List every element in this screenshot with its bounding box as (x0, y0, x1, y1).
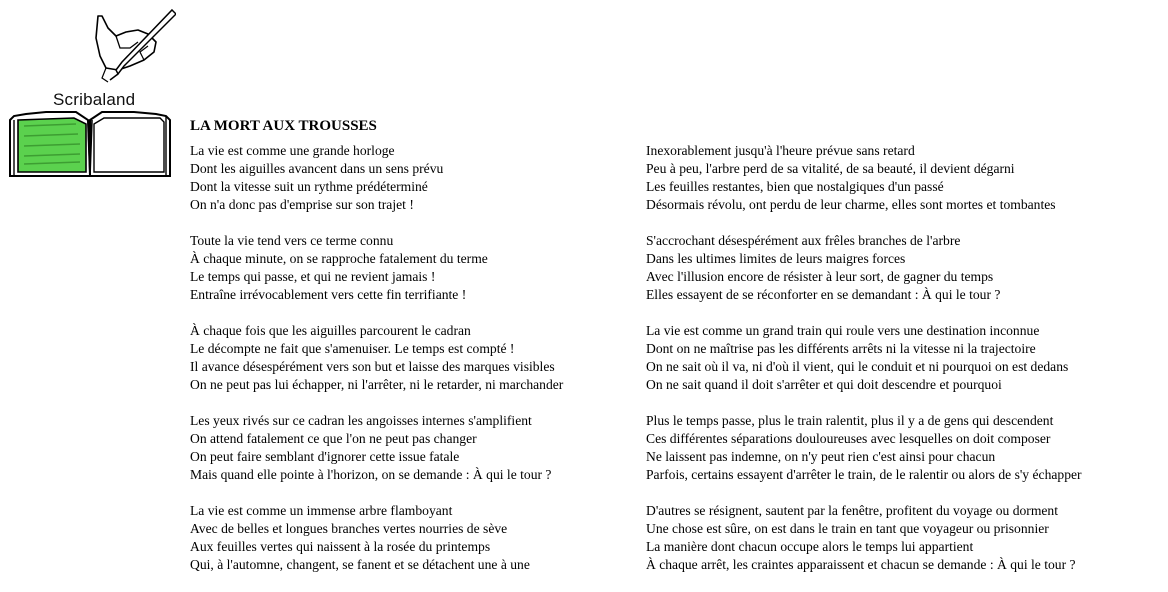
poem-line: Dont on ne maîtrise pas les différents arrêts ni la vitesse ni la trajectoire (646, 341, 1036, 356)
poem-line: Ces différentes séparations douloureuses avec lesquelles on doit composer (646, 431, 1051, 446)
poem-line: Entraîne irrévocablement vers cette fin terrifiante ! (190, 287, 467, 302)
poem-line: Toute la vie tend vers ce terme connu (190, 233, 394, 248)
poem-line: On ne peut pas lui échapper, ni l'arrêter, ni le retarder, ni marchander (190, 377, 564, 392)
poem-line: Avec de belles et longues branches vertes nourries de sève (190, 521, 508, 536)
poem-line: D'autres se résignent, sautent par la fenêtre, profitent du voyage ou dorment (646, 503, 1059, 518)
poem-line: On peut faire semblant d'ignorer cette issue fatale (190, 449, 460, 464)
logo-text: Scribaland (53, 90, 136, 109)
poem-line: Désormais révolu, ont perdu de leur charme, elles sont mortes et tombantes (646, 197, 1056, 212)
poem-line: La manière dont chacun occupe alors le temps lui appartient (646, 539, 974, 554)
poem-line: La vie est comme un immense arbre flamboyant (190, 503, 453, 518)
poem-line: Mais quand elle pointe à l'horizon, on se demande : À qui le tour ? (190, 467, 552, 482)
poem-line: Dans les ultimes limites de leurs maigres forces (646, 251, 906, 266)
poem-right-column (646, 142, 1082, 592)
scribaland-logo (6, 8, 176, 178)
poem-line: S'accrochant désespérément aux frêles branches de l'arbre (646, 233, 961, 248)
stanza (646, 502, 1082, 574)
poem-line: Aux feuilles vertes qui naissent à la rosée du printemps (190, 539, 491, 554)
poem-line: Parfois, certains essayent d'arrêter le train, de le ralentir ou alors de s'y échapper (646, 467, 1082, 482)
poem-line: La vie est comme une grande horloge (190, 143, 395, 158)
poem-line: Les feuilles restantes, bien que nostalgiques d'un passé (646, 179, 944, 194)
poem-title: LA MORT AUX TROUSSES (190, 118, 377, 134)
poem-line: On ne sait quand il doit s'arrêter et qui doit descendre et pourquoi (646, 377, 1002, 392)
poem-line: Dont la vitesse suit un rythme prédéterminé (190, 179, 428, 194)
stanza (190, 502, 563, 574)
poem-line: Ne laissent pas indemne, on n'y peut rien c'est ainsi pour chacun (646, 449, 996, 464)
poem-line: Avec l'illusion encore de résister à leur sort, de gagner du temps (646, 269, 994, 284)
stanza (190, 322, 563, 394)
stanza (190, 142, 563, 214)
poem-line: Qui, à l'automne, changent, se fanent et se détachent une à une (190, 557, 530, 572)
poem-left-column (190, 142, 563, 592)
poem-line: Les yeux rivés sur ce cadran les angoisses internes s'amplifient (190, 413, 532, 428)
poem-line: Il avance désespérément vers son but et laisse des marques visibles (190, 359, 555, 374)
poem-line: À chaque fois que les aiguilles parcourent le cadran (190, 323, 471, 338)
poem-line: Le décompte ne fait que s'amenuiser. Le temps est compté ! (190, 341, 515, 356)
poem-line: Inexorablement jusqu'à l'heure prévue sans retard (646, 143, 915, 158)
poem-line: On attend fatalement ce que l'on ne peut pas changer (190, 431, 477, 446)
poem-line: À chaque minute, on se rapproche fatalement du terme (190, 251, 488, 266)
stanza (190, 412, 563, 484)
poem-line: Elles essayent de se réconforter en se demandant : À qui le tour ? (646, 287, 1001, 302)
poem-line: Peu à peu, l'arbre perd de sa vitalité, de sa beauté, il devient dégarni (646, 161, 1015, 176)
poem-line: Le temps qui passe, et qui ne revient jamais ! (190, 269, 436, 284)
poem-line: La vie est comme un grand train qui roule vers une destination inconnue (646, 323, 1040, 338)
stanza (646, 322, 1082, 394)
poem-line: Dont les aiguilles avancent dans un sens prévu (190, 161, 444, 176)
poem-line: Une chose est sûre, on est dans le train en tant que voyageur ou prisonnier (646, 521, 1049, 536)
stanza (646, 412, 1082, 484)
poem-line: On n'a donc pas d'emprise sur son trajet ! (190, 197, 414, 212)
stanza (190, 232, 563, 304)
poem-line: À chaque arrêt, les craintes apparaissent et chacun se demande : À qui le tour ? (646, 557, 1076, 572)
poem-line: On ne sait où il va, ni d'où il vient, qui le conduit et ni pourquoi on est dedans (646, 359, 1069, 374)
stanza (646, 142, 1082, 214)
stanza (646, 232, 1082, 304)
poem-line: Plus le temps passe, plus le train ralentit, plus il y a de gens qui descendent (646, 413, 1054, 428)
